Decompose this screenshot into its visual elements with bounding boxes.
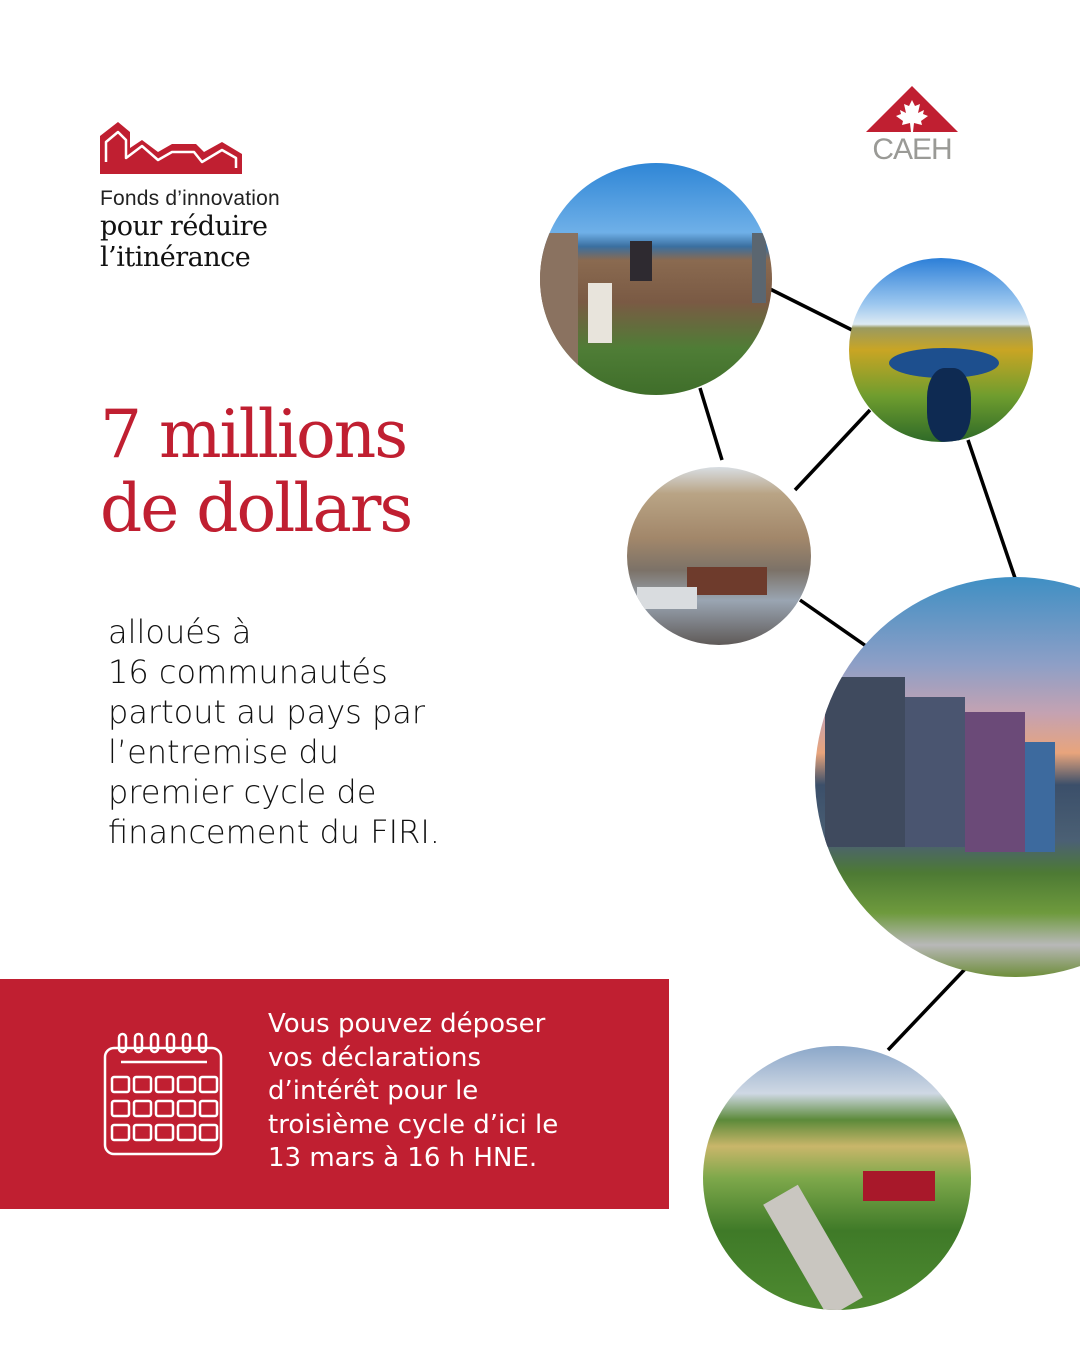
banner-line: 13 mars à 16 h HNE. (268, 1143, 538, 1173)
headline-line1: 7 millions (100, 396, 407, 473)
banner-line: troisième cycle d’ici le (268, 1109, 559, 1140)
body-text (108, 612, 568, 852)
logo-text-line3: l’itinérance (100, 242, 251, 273)
photo-forest-lake-aerial (849, 258, 1033, 442)
body-line: premier cycle de (108, 773, 377, 811)
maple-leaf-triangle-icon (866, 86, 958, 132)
banner-text (268, 1008, 658, 1176)
photo-small-town-downtown (627, 467, 811, 645)
photo-city-park-sunset (815, 577, 1080, 977)
body-line: l’entremise du (108, 733, 339, 771)
body-line: partout au pays par (108, 693, 426, 731)
caeh-logo (862, 86, 962, 164)
photo-city-skyline-lake (540, 163, 772, 395)
banner-line: d’intérêt pour le (268, 1076, 479, 1106)
banner-line: Vous pouvez déposer (268, 1009, 546, 1039)
headline (100, 398, 560, 546)
logo-text-line1: Fonds d’innovation (100, 187, 280, 210)
headline-line2: de dollars (100, 470, 412, 547)
body-line: 16 communautés (108, 653, 388, 691)
house-roofline-icon (100, 122, 242, 174)
body-line: financement du FIRI. (108, 813, 440, 851)
banner-line: vos déclarations (268, 1042, 482, 1073)
caeh-text: CAEH (872, 133, 952, 166)
firi-logo (100, 122, 340, 282)
body-line: alloués à (108, 613, 252, 651)
photo-rural-farmland (703, 1046, 971, 1310)
calendar-icon (103, 1030, 225, 1158)
logo-text-line2: pour réduire (100, 211, 268, 242)
